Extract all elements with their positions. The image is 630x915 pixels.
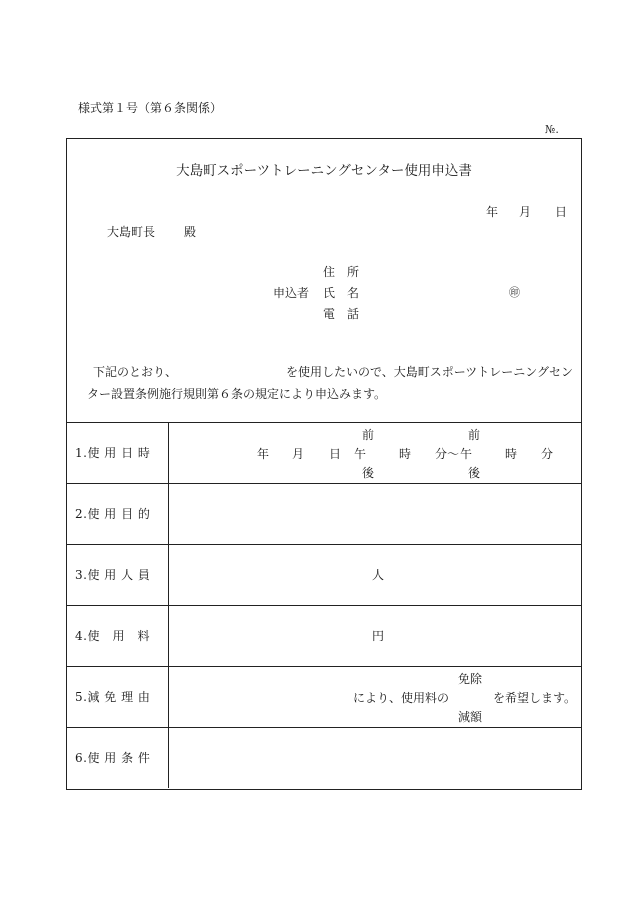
body-text-line1a: 下記のとおり、 (93, 365, 178, 379)
usage-purpose-cell (168, 484, 581, 544)
number-of-users-cell (168, 545, 581, 605)
table-row (67, 422, 581, 483)
addressee: 大島町長 (107, 225, 156, 239)
body-text-line1b: を使用したいので、大島町スポーツトレーニングセン (286, 365, 574, 379)
body-text-line2: ター設置条例施行規則第６条の規定により申込みます。 (87, 387, 387, 401)
day-label: 日 (329, 447, 342, 461)
seal-mark: ㊞ (509, 286, 520, 299)
year-label: 年 (257, 447, 270, 461)
table-row (67, 544, 581, 605)
row-label-number-of-users: 3.使 用 人 員 (75, 568, 151, 582)
table-row (67, 605, 581, 666)
row-label-usage-fee: 4.使 用 料 (75, 629, 150, 643)
row-label-usage-datetime: 1.使 用 日 時 (75, 446, 151, 460)
table-row (67, 483, 581, 544)
hope-text: を希望します。 (493, 691, 577, 705)
applicant-label: 申込者 (273, 286, 310, 300)
row-label-usage-conditions: 6.使 用 条 件 (75, 751, 151, 765)
reason-text: により、使用料の (353, 691, 450, 705)
name-label: 氏 名 (323, 286, 360, 300)
honorific: 殿 (184, 225, 197, 239)
table-row (67, 727, 581, 788)
noon-label-1: 午 (354, 447, 367, 461)
date-year-label: 年 (486, 205, 499, 219)
usage-fee-cell (168, 606, 581, 666)
pm-label-1: 後 (362, 466, 375, 480)
address-label: 住 所 (323, 265, 360, 279)
row-label-usage-purpose: 2.使 用 目 的 (75, 507, 151, 521)
row-label-reduction-reason: 5.減 免 理 由 (75, 690, 151, 704)
am-label-1: 前 (362, 428, 375, 442)
noon-label-2: 午 (460, 447, 473, 461)
exemption-option: 免除 (458, 672, 483, 686)
date-day-label: 日 (555, 205, 568, 219)
form-title: 大島町スポーツトレーニングセンター使用申込書 (176, 163, 472, 179)
yen-unit: 円 (372, 629, 385, 643)
form-number-label: №. (545, 123, 559, 136)
pm-label-2: 後 (468, 466, 481, 480)
date-month-label: 月 (519, 205, 532, 219)
application-form (66, 138, 582, 790)
table-row (67, 666, 581, 727)
month-label: 月 (292, 447, 305, 461)
hour-label-2: 時 (505, 447, 518, 461)
hour-label-1: 時 (399, 447, 412, 461)
usage-conditions-cell (168, 728, 581, 788)
usage-datetime-cell (168, 423, 581, 483)
people-unit: 人 (372, 568, 385, 582)
form-type-label: 様式第１号（第６条関係） (78, 101, 223, 115)
minute-label-2: 分 (541, 447, 554, 461)
am-label-2: 前 (468, 428, 481, 442)
minute-label-1: 分～ (435, 447, 460, 461)
reduction-option: 減額 (458, 710, 483, 724)
reduction-reason-cell (168, 667, 581, 727)
phone-label: 電 話 (323, 307, 360, 321)
